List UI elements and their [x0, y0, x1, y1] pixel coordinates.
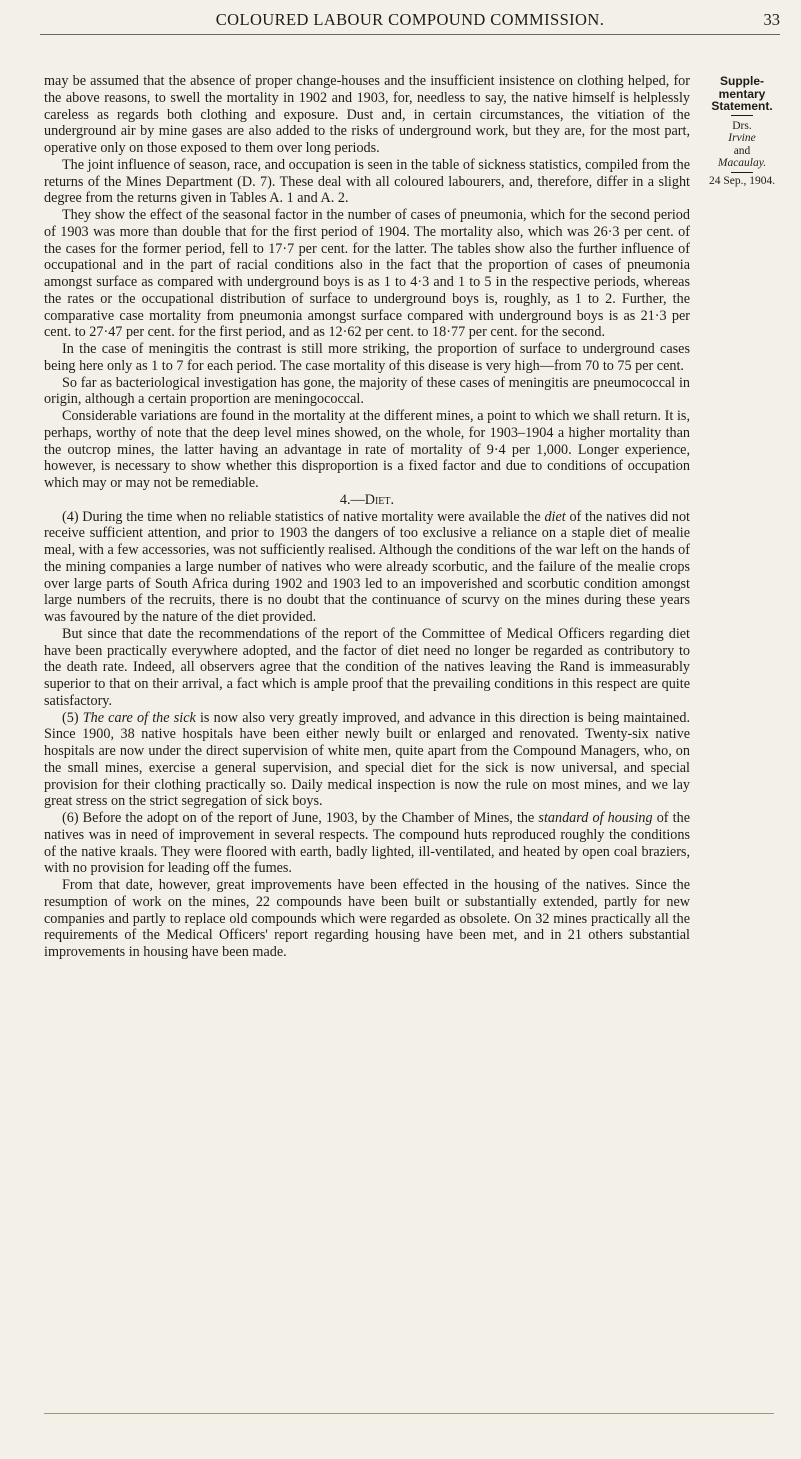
diet-emphasis: diet [544, 508, 566, 525]
care-emphasis: The care of the sick [82, 709, 196, 726]
margin-date: 24 Sep., 1904. [708, 174, 776, 187]
margin-title-line2: mentary [718, 86, 766, 101]
paragraph-4: In the case of meningitis the contrast is still more striking, the proportion of surface to underground cases being here only as 1 to 7 for each period. The case mortality of this disease is very high—from 70 to 75 per cent. [44, 341, 690, 374]
section-heading [44, 492, 690, 509]
margin-rule [731, 115, 753, 116]
page-number: 33 [763, 10, 780, 29]
paragraph-diet [44, 509, 690, 626]
paragraph-housing [44, 810, 690, 877]
body-text [44, 73, 690, 961]
margin-name-macaulay: Macaulay. [717, 157, 767, 169]
running-title: COLOURED LABOUR COMPOUND COMMISSION. [215, 10, 605, 29]
paragraph-3: They show the effect of the seasonal factor in the number of cases of pneumonia, which for the second period of 1903 was more than double that for the first period of 1904. The mortality also, which was 26·3 per cent. of the cases for the former period, fell to 17·7 per cent. for the latter. The tables show also the further influence of occupational and in the part of racial conditions also in the fact that the proportion of cases of pneumonia amongst surface as compared with underground boys is as 1 to 4·3 and 1 to 5 in the respective periods, whereas the rates or the occupational distribution of surface to underground boys is, roughly, as 1 to 2. Further, the comparative case mortality from pneumonia amongst surface compared with underground boys is as 21·3 per cent. to 27·47 per cent. for the first period, and as 12·62 per cent. to 18·77 per cent. for the second. [44, 207, 690, 341]
margin-title-line3: Statement. [711, 99, 773, 113]
margin-and: and [733, 144, 751, 157]
footer-rule [44, 1413, 774, 1414]
paragraph-8: But since that date the recommendations of the report of the Committee of Medical Officers regarding diet have been practically everywhere adopted, and the factor of diet need no longer be regarded as contributory to the death rate. Indeed, all observers agree that the condition of the natives leaving the Rand is immeasurably superior to that on their arrival, a fact which is ample proof that the prevailing conditions in this respect are quite satisfactory. [44, 625, 690, 709]
paragraph-care-text-a: (5) [62, 709, 83, 726]
running-header [40, 10, 780, 35]
paragraph-5: So far as bacteriological investigation has gone, the majority of these cases of meningitis are pneumococcal in origin, although a certain proportion are meningococcal. [44, 374, 690, 408]
paragraph-housing-text-b: of the natives was in need of improvement in several respects. The compound huts reproduced roughly the conditions of the native kraals. They were floored with earth, badly lighted, ill-ventilated, and heated by open coal braziers, with no provision for leading off the fumes. [44, 810, 690, 877]
margin-title-line1: Supple- [720, 74, 764, 88]
margin-drs: Drs. [732, 119, 752, 132]
paragraph-housing-text-a: (6) Before the adopt on of the report of June, 1903, by the Chamber of Mines, the [62, 810, 539, 826]
paragraph-1: may be assumed that the absence of proper change-houses and the insufficient insistence on clothing helped, for the above reasons, to swell the mortality in 1902 and 1903, for, needless to say, the native himself is helplessly careless as regards both clothing and exposure. Dust and, in certain circumstances, the vitiation of the underground air by mine gases are also added to the risks of underground work, but they are, for the most part, operative only on those exposed to them over long periods. [44, 73, 690, 156]
margin-name-irvine: Irvine [728, 132, 756, 144]
margin-rule-2 [731, 172, 753, 173]
housing-emphasis: standard of housing [538, 810, 653, 826]
paragraph-6: Considerable variations are found in the mortality at the different mines, a point to which we shall return. It is, perhaps, worthy of note that the deep level mines showed, on the whole, for 1903–1904 a higher mortality than the outcrop mines, the latter having an advantage in rate of mortality of 9·4 per 1,000. Longer experience, however, is necessary to show whether this disproportion is a fixed factor and due to conditions of occupation which may or may not be remediable. [44, 408, 690, 491]
margin-note [696, 75, 788, 187]
paragraph-11: From that date, however, great improvements have been effected in the housing of the natives. Since the resumption of work on the mines, 22 compounds have been built or substantially extended, partly for new companies and partly to replace old compounds which were regarded as obsolete. On 32 mines practically all the requirements of the Medical Officers' report regarding housing have been met, and in 21 others substantial improvements in housing have been made. [44, 877, 690, 960]
section-number: 4.— [339, 491, 365, 508]
section-title: Diet. [364, 491, 395, 508]
paragraph-diet-text-a: (4) During the time when no reliable statistics of native mortality were available the [62, 508, 545, 525]
paragraph-care-text-b: is now also very greatly improved, and advance in this direction is being maintained. Since 1900, 38 native hospitals have been either newly built or enlarged and renovated. Twenty-six native hospitals are now under the direct supervision of white men, quite apart from the Compound Managers, who, on the small mines, exercise a general supervision, and special diet for the sick is now universal, and special provision for their clothing practically so. Daily medical inspection is now the rule on most mines, and we lay great stress on the strict segregation of sick boys. [44, 709, 690, 810]
paragraph-diet-text-b: of the natives did not receive sufficient attention, and prior to 1903 the dangers of too exclusive a reliance on a staple diet of mealie meal, with a few accessories, was not sufficiently realised. Although the conditions of the war left on the hands of the mining companies a large number of natives who were already scorbutic, and the failure of the mealie crops over large parts of South Africa during 1902 and 1903 led to an impoverished and scorbutic condition amongst large numbers of the recruits, there is no doubt that the continuance of scurvy on the mines during these years was favoured by the nature of the diet provided. [44, 508, 690, 625]
paragraph-2: The joint influence of season, race, and occupation is seen in the table of sickness statistics, compiled from the returns of the Mines Department (D. 7). These deal with all coloured labourers, and, therefore, differ in a slight degree from the returns given in Tables A. 1 and A. 2. [44, 156, 690, 207]
paragraph-care-of-sick [44, 710, 690, 811]
